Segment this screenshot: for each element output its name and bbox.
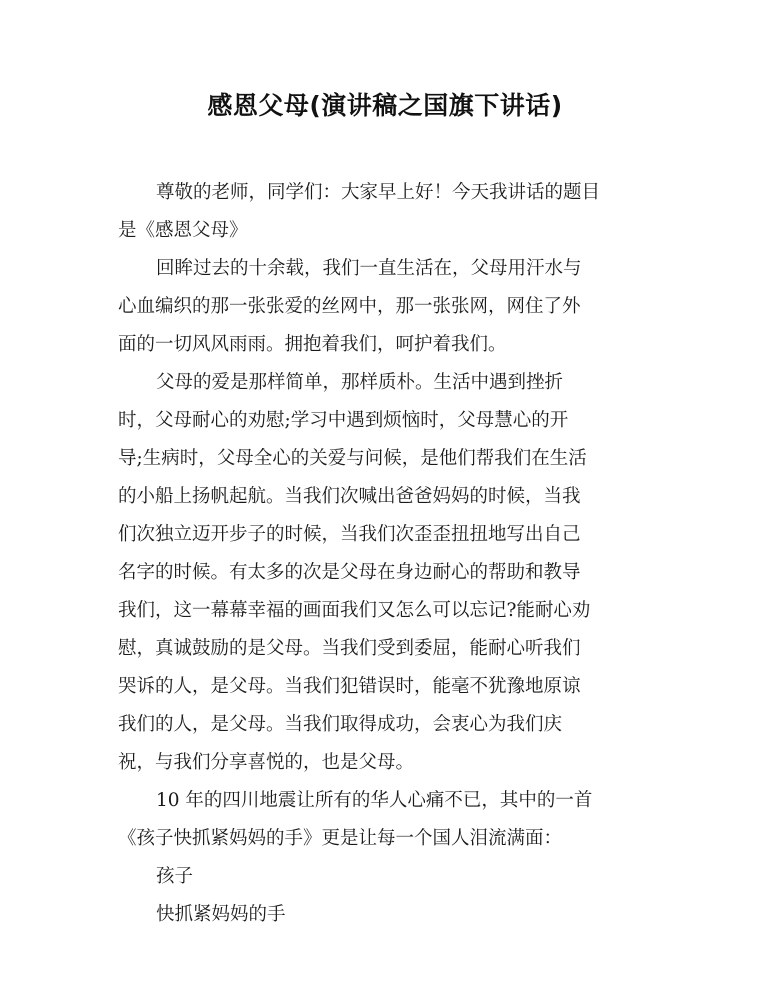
body-line: 哭诉的人，是父母。当我们犯错误时，能毫不犹豫地原谅 (118, 676, 581, 697)
body-line: 是《感恩父母》 (118, 220, 248, 241)
body-line: 我们，这一幕幕幸福的画面我们又怎么可以忘记?能耐心劝 (118, 600, 591, 621)
body-line: 祝，与我们分享喜悦的，也是父母。 (118, 752, 415, 773)
body-line: 慰，真诚鼓励的是父母。当我们受到委屈，能耐心听我们 (118, 638, 581, 659)
body-line: 的小船上扬帆起航。当我们次喊出爸爸妈妈的时候，当我 (118, 486, 581, 507)
body-line: 孩子 (156, 866, 194, 887)
body-line: 面的一切风风雨雨。拥抱着我们，呵护着我们。 (118, 334, 507, 355)
body-line: 父母的爱是那样简单，那样质朴。生活中遇到挫折 (156, 372, 564, 393)
body-line: 《孩子快抓紧妈妈的手》更是让每一个国人泪流满面： (118, 828, 563, 849)
body-line: 心血编织的那一张张爱的丝网中，那一张张网，网住了外 (118, 296, 581, 317)
document-title: 感恩父母(演讲稿之国旗下讲话) (207, 91, 563, 120)
body-line: 回眸过去的十余载，我们一直生活在，父母用汗水与 (156, 258, 582, 279)
body-line: 们次独立迈开步子的时候，当我们次歪歪扭扭地写出自己 (118, 524, 581, 545)
document-body (118, 174, 658, 934)
body-line: 名字的时候。有太多的次是父母在身边耐心的帮助和教导 (118, 562, 581, 583)
body-line: 快抓紧妈妈的手 (156, 904, 286, 925)
body-line: 10 年的四川地震让所有的华人心痛不已，其中的一首 (156, 790, 593, 811)
body-line: 尊敬的老师，同学们：大家早上好！今天我讲话的题目 (156, 182, 601, 203)
body-line: 导;生病时，父母全心的关爱与问候，是他们帮我们在生活 (118, 448, 587, 469)
body-line: 我们的人，是父母。当我们取得成功，会衷心为我们庆 (118, 714, 563, 735)
body-line: 时，父母耐心的劝慰;学习中遇到烦恼时，父母慧心的开 (118, 410, 569, 431)
